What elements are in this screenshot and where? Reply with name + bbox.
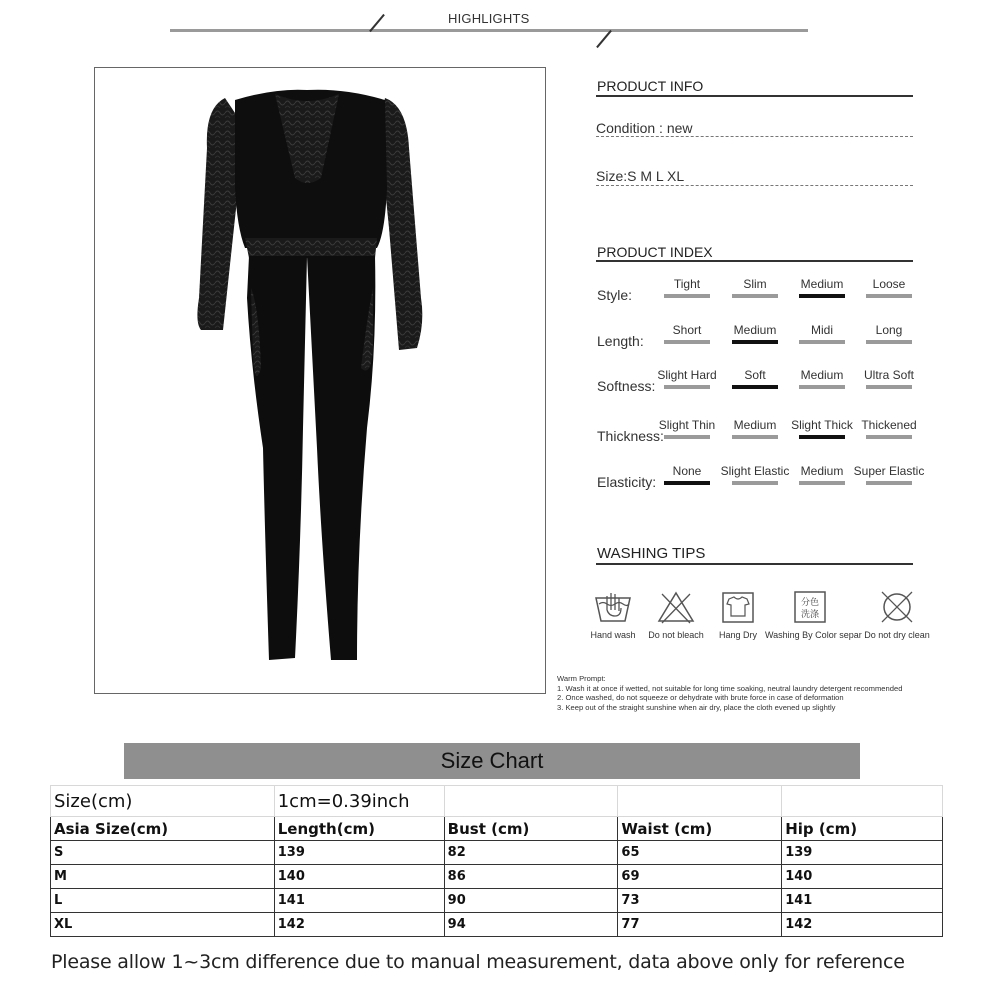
color-wash-glyph-top: 分色	[800, 598, 820, 608]
table-row	[51, 913, 943, 937]
table-cell: M	[51, 865, 275, 889]
index-option	[852, 368, 926, 389]
table-cell: 69	[618, 865, 782, 889]
index-row-label: Elasticity:	[597, 474, 657, 490]
highlights-divider	[170, 29, 808, 32]
table-cell: 141	[782, 889, 943, 913]
table-header-cell: Waist (cm)	[618, 817, 782, 841]
index-option-label: Medium	[733, 418, 777, 432]
highlights-title: HIGHLIGHTS	[448, 11, 530, 26]
wash-item-no-dry-clean	[852, 590, 942, 640]
table-cell: XL	[51, 913, 275, 937]
index-option	[650, 464, 724, 485]
table-row	[51, 865, 943, 889]
table-header-cell: Bust (cm)	[444, 817, 618, 841]
size-text: Size:S M L XL	[596, 168, 685, 184]
index-option	[650, 418, 724, 439]
table-cell: 77	[618, 913, 782, 937]
product-photo	[94, 67, 546, 694]
table-cell: 140	[782, 865, 943, 889]
option-bar	[866, 481, 912, 485]
table-cell: 82	[444, 841, 618, 865]
warm-prompt-line: Warm Prompt:	[557, 674, 606, 683]
index-option	[852, 464, 926, 485]
product-info-underline	[596, 95, 913, 97]
washing-tips-title: WASHING TIPS	[597, 545, 706, 562]
table-header-cell: Asia Size(cm)	[51, 817, 275, 841]
table-cell: 141	[274, 889, 444, 913]
table-cell: 142	[274, 913, 444, 937]
size-chart-note: Please allow 1~3cm difference due to manual measurement, data above only for reference	[51, 951, 905, 973]
index-row-label: Softness:	[597, 378, 656, 394]
option-bar	[664, 340, 710, 344]
option-bar	[732, 481, 778, 485]
table-header-row	[51, 817, 943, 841]
wash-caption: Hand wash	[590, 630, 636, 640]
dash-divider	[596, 136, 913, 137]
wash-caption: Do not bleach	[648, 630, 704, 640]
index-option-label: Slight Hard	[657, 368, 717, 382]
wash-caption: Do not dry clean	[864, 630, 930, 640]
option-bar	[866, 340, 912, 344]
jumpsuit-image	[95, 68, 546, 694]
table-cell	[444, 786, 618, 817]
index-option	[650, 323, 724, 344]
index-option-label: Medium	[800, 368, 844, 382]
index-row-label: Style:	[597, 287, 633, 303]
warm-prompt	[557, 674, 902, 712]
index-option	[785, 418, 859, 439]
index-row-label: Thickness:	[597, 428, 664, 444]
dash-divider	[596, 185, 913, 186]
table-cell: 73	[618, 889, 782, 913]
hand-wash-icon	[593, 590, 633, 624]
product-info-title: PRODUCT INFO	[597, 78, 704, 94]
index-option	[852, 323, 926, 344]
index-option	[852, 418, 926, 439]
divider-tick-right	[596, 30, 612, 48]
option-bar	[866, 435, 912, 439]
index-option-label: Thickened	[861, 418, 917, 432]
index-option-label: Super Elastic	[853, 464, 925, 478]
table-cell	[618, 786, 782, 817]
washing-tips-underline	[596, 563, 913, 565]
condition-text: Condition : new	[596, 120, 693, 136]
index-option-label: Slight Thin	[658, 418, 716, 432]
table-row	[51, 786, 943, 817]
selected-bar	[732, 385, 778, 389]
table-cell: Size(cm)	[51, 786, 275, 817]
wash-by-color-icon	[790, 590, 830, 624]
do-not-bleach-icon	[656, 590, 696, 624]
selected-bar	[799, 435, 845, 439]
index-row-label: Length:	[597, 333, 644, 349]
index-option	[718, 277, 792, 298]
option-bar	[866, 385, 912, 389]
wash-item-color-separate	[765, 590, 862, 640]
product-index-title: PRODUCT INDEX	[597, 244, 713, 260]
index-option-label: Tight	[673, 277, 701, 291]
index-option-label: Slim	[743, 277, 767, 291]
table-cell	[782, 786, 943, 817]
index-option	[852, 277, 926, 298]
table-cell: 140	[274, 865, 444, 889]
option-bar	[799, 481, 845, 485]
do-not-dry-clean-icon	[877, 590, 917, 624]
index-option-label: Loose	[872, 277, 906, 291]
index-option	[718, 368, 792, 389]
index-option-label: None	[672, 464, 702, 478]
table-cell: 142	[782, 913, 943, 937]
wash-caption: Hang Dry	[718, 630, 757, 640]
size-chart-title: Size Chart	[124, 743, 860, 779]
table-cell: S	[51, 841, 275, 865]
index-option-label: Ultra Soft	[863, 368, 914, 382]
index-option-label: Slight Thick	[791, 418, 853, 432]
table-cell: 65	[618, 841, 782, 865]
index-option-label: Medium	[800, 277, 844, 291]
table-cell: 1cm=0.39inch	[274, 786, 444, 817]
option-bar	[866, 294, 912, 298]
index-option	[785, 277, 859, 298]
index-option	[718, 464, 792, 485]
wash-caption: Washing By Color separ	[765, 630, 862, 640]
index-option	[718, 323, 792, 344]
table-cell: 139	[782, 841, 943, 865]
option-bar	[732, 294, 778, 298]
index-option-label: Long	[875, 323, 903, 337]
product-index-underline	[596, 260, 913, 262]
index-option	[785, 323, 859, 344]
index-option	[650, 368, 724, 389]
table-header-cell: Length(cm)	[274, 817, 444, 841]
warm-prompt-line: 3. Keep out of the straight sunshine when air dry, place the cloth evened up slightly	[557, 702, 836, 712]
table-header-cell: Hip (cm)	[782, 817, 943, 841]
index-option-label: Slight Elastic	[720, 464, 790, 478]
option-bar	[664, 385, 710, 389]
selected-bar	[664, 481, 710, 485]
option-bar	[664, 294, 710, 298]
option-bar	[732, 435, 778, 439]
table-cell: 94	[444, 913, 618, 937]
index-option	[785, 368, 859, 389]
selected-bar	[799, 294, 845, 298]
index-option-label: Midi	[810, 323, 833, 337]
color-wash-glyph-bottom: 洗涤	[800, 610, 820, 620]
selected-bar	[732, 340, 778, 344]
size-chart-table	[50, 785, 943, 937]
table-cell: 86	[444, 865, 618, 889]
warm-prompt-line: 2. Once washed, do not squeeze or dehydrate with brute force in case of deformation	[557, 693, 844, 702]
option-bar	[799, 340, 845, 344]
index-option-label: Soft	[744, 368, 766, 382]
option-bar	[664, 435, 710, 439]
table-cell: 139	[274, 841, 444, 865]
hang-dry-icon	[718, 590, 758, 624]
table-cell: L	[51, 889, 275, 913]
index-option-label: Medium	[800, 464, 844, 478]
table-row	[51, 841, 943, 865]
index-option	[785, 464, 859, 485]
index-option-label: Medium	[733, 323, 777, 337]
index-option	[718, 418, 792, 439]
index-option-label: Short	[672, 323, 702, 337]
table-cell: 90	[444, 889, 618, 913]
warm-prompt-line: 1. Wash it at once if wetted, not suitable for long time soaking, neutral laundry detergent recommended	[557, 683, 903, 693]
index-option	[650, 277, 724, 298]
option-bar	[799, 385, 845, 389]
table-row	[51, 889, 943, 913]
